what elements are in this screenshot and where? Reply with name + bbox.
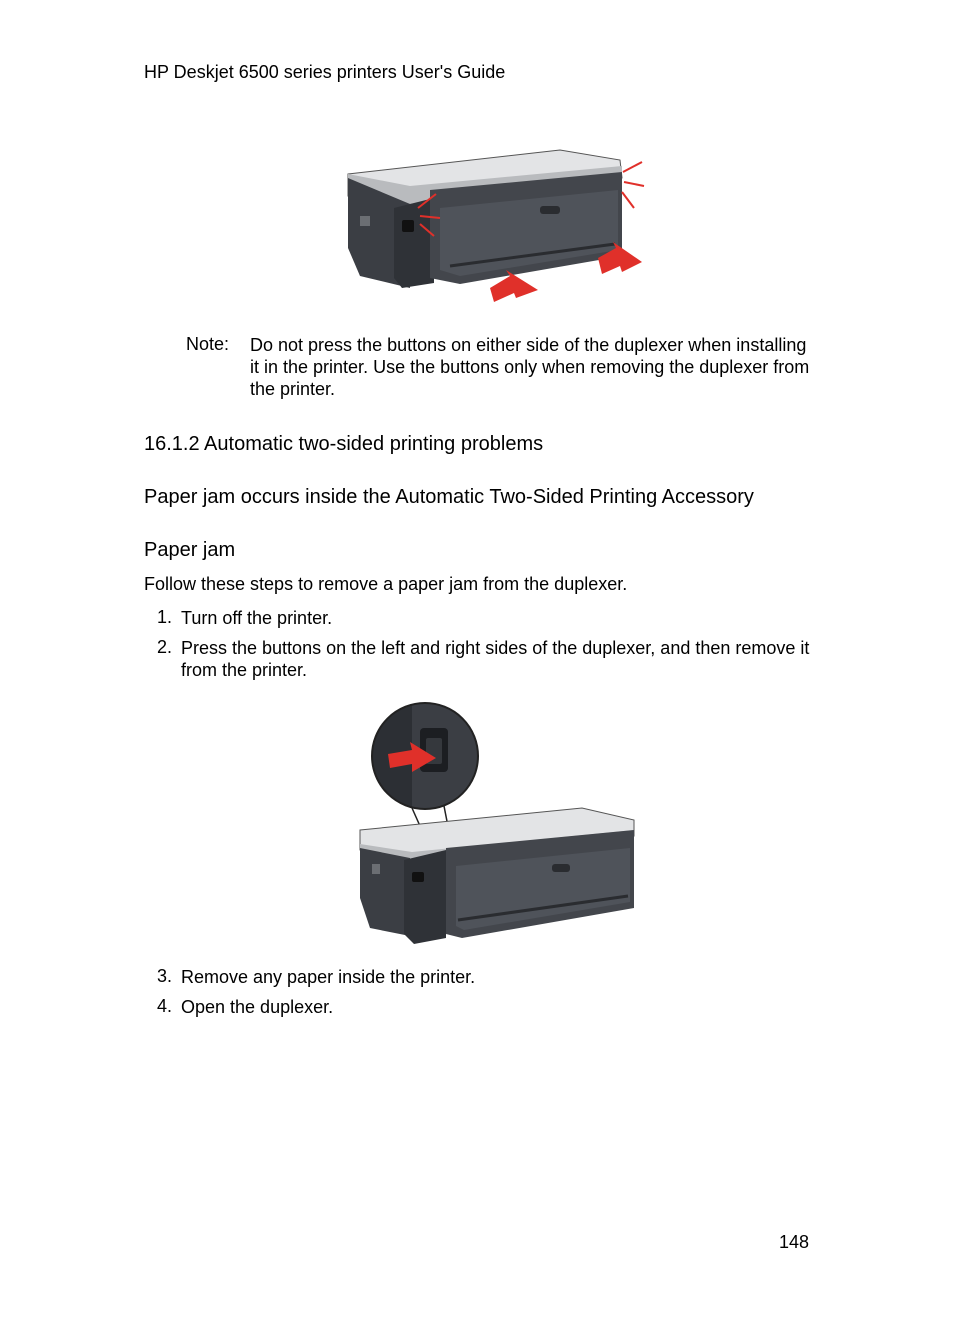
note-text: Do not press the buttons on either side of the duplexer when installing it in the printer. Use the buttons only when removing the duplexer from the printer. <box>250 335 810 399</box>
duplexer-button-figure <box>352 698 642 948</box>
note-label: Note: <box>186 334 230 354</box>
step-text: Press the buttons on the left and right sides of the duplexer, and then remove it from the printer. <box>181 638 810 680</box>
step-number: 1. <box>157 607 173 627</box>
running-header: HP Deskjet 6500 series printers User's Guide <box>144 62 506 82</box>
topic-heading: Paper jam <box>144 539 236 561</box>
intro-paragraph: Follow these steps to remove a paper jam from the duplexer. <box>144 574 628 594</box>
step-number: 4. <box>157 996 173 1016</box>
step-number: 3. <box>157 966 173 986</box>
duplexer-install-figure <box>330 138 660 303</box>
step-number: 2. <box>157 637 173 657</box>
step-text: Remove any paper inside the printer. <box>181 967 476 987</box>
section-heading: 16.1.2 Automatic two-sided printing problems <box>144 433 544 455</box>
step-text: Open the duplexer. <box>181 997 334 1017</box>
step-text: Turn off the printer. <box>181 608 333 628</box>
subsection-heading: Paper jam occurs inside the Automatic Two-Sided Printing Accessory <box>144 486 754 508</box>
page-number: 148 <box>779 1232 810 1252</box>
